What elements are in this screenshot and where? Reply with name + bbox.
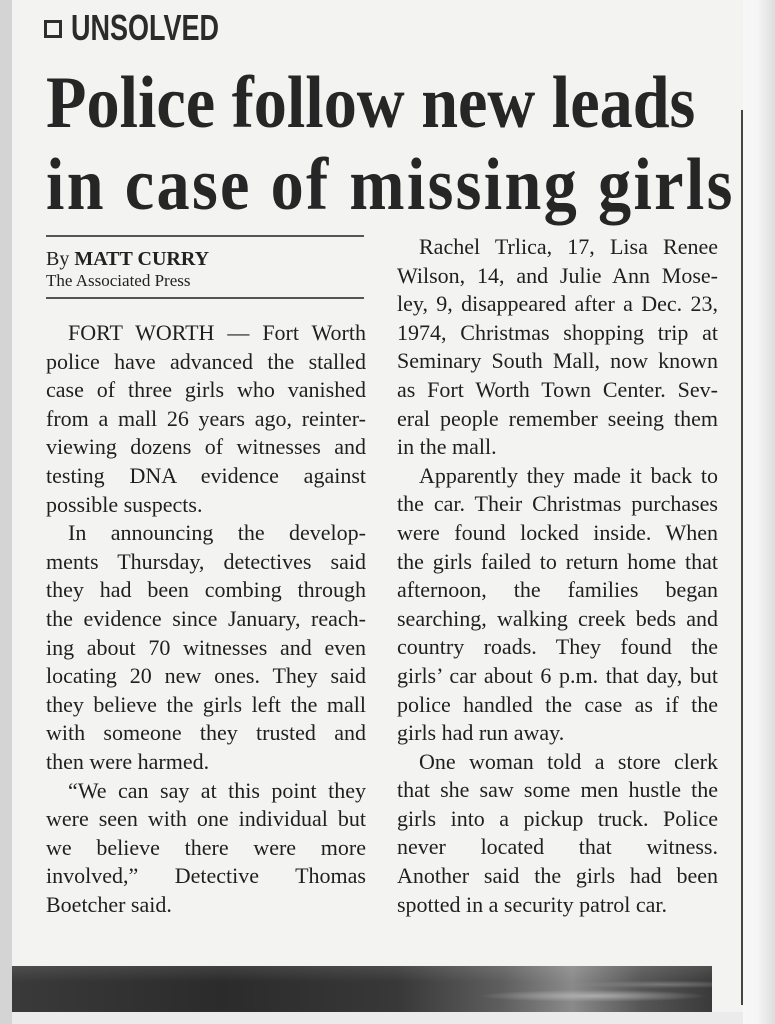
right-border-margin xyxy=(743,0,775,1024)
left-column-line: then were harmed. xyxy=(46,748,210,774)
photo-fragment xyxy=(12,966,712,1012)
bottom-border-margin xyxy=(12,1012,743,1024)
byline xyxy=(46,247,209,271)
right-column-line: Rachel Trlica, 17, Lisa Renee xyxy=(419,234,718,259)
left-column-line: we believe there were more xyxy=(46,834,366,860)
right-column-line: girls into a pickup truck. Police xyxy=(397,805,718,831)
right-column-line: in the mall. xyxy=(397,434,497,460)
square-bullet-icon xyxy=(44,20,62,38)
article-right-column xyxy=(397,233,718,919)
headline xyxy=(46,62,735,226)
left-column-line: ing about 70 witnesses and even xyxy=(46,634,366,660)
right-column-line: searching, walking creek beds and xyxy=(397,605,718,631)
right-column-line: Seminary South Mall, now known xyxy=(397,348,718,374)
article-paragraph xyxy=(397,233,718,462)
right-column-line: One woman told a store clerk xyxy=(419,748,718,774)
article-paragraph xyxy=(397,462,718,748)
right-column-line: never located that witness. xyxy=(397,834,718,860)
right-column-line: country roads. They found the xyxy=(397,634,718,660)
left-border-strip xyxy=(0,0,12,1024)
right-column-line: ley, 9, disappeared after a Dec. 23, xyxy=(397,291,718,317)
headline-line: in case of missing girls xyxy=(46,144,735,226)
left-column-line: with someone they trusted and xyxy=(46,720,366,746)
left-column-line: police have advanced the stalled xyxy=(46,348,366,374)
left-column-line: involved,” Detective Thomas xyxy=(46,863,366,889)
byline-rule-bottom xyxy=(46,297,364,299)
right-column-line: Apparently they made it back to xyxy=(419,462,718,488)
left-column-line: the evidence since January, reach- xyxy=(46,605,366,631)
left-column-line: ments Thursday, detectives said xyxy=(46,548,366,574)
right-column-line: girls had run away. xyxy=(397,720,565,746)
article-paragraph xyxy=(46,519,366,776)
left-column-line: they believe the girls left the mall xyxy=(46,691,366,717)
article-left-column xyxy=(46,319,366,919)
clipping-edge-line xyxy=(741,110,743,1005)
article-paragraph xyxy=(46,319,366,519)
left-column-line: possible suspects. xyxy=(46,491,203,517)
left-column-line: from a mall 26 years ago, reinter- xyxy=(46,405,366,431)
left-column-line: FORT WORTH — Fort Worth xyxy=(68,320,366,345)
byline-author: MATT CURRY xyxy=(74,248,210,270)
right-column-line: 1974, Christmas shopping trip at xyxy=(397,319,718,345)
right-column-line: that she saw some men hustle the xyxy=(397,777,718,803)
right-column-line: were found locked inside. When xyxy=(397,519,718,545)
right-column-line: afternoon, the families began xyxy=(397,577,718,603)
right-column-line: as Fort Worth Town Center. Sev- xyxy=(397,376,718,402)
right-column-line: Wilson, 14, and Julie Ann Mose- xyxy=(397,262,718,288)
left-column-line: “We can say at this point they xyxy=(68,777,366,803)
right-column-line: police handled the case as if the xyxy=(397,691,718,717)
section-label: UNSOLVED xyxy=(71,7,220,48)
article-paragraph xyxy=(46,777,366,920)
left-column-line: locating 20 new ones. They said xyxy=(46,663,366,689)
byline-prefix: By xyxy=(46,248,70,270)
right-column-line: the car. Their Christmas purchases xyxy=(397,491,718,517)
left-column-line: In announcing the develop- xyxy=(68,520,366,546)
left-column-line: testing DNA evidence against xyxy=(46,462,366,488)
byline-agency: The Associated Press xyxy=(46,271,191,290)
left-column-line: were seen with one individual but xyxy=(46,806,366,832)
left-column-line: Boetcher said. xyxy=(46,891,172,917)
right-column-line: the girls failed to return home that xyxy=(397,548,718,574)
right-column-line: eral people remember seeing them xyxy=(397,405,718,431)
left-column-line: viewing dozens of witnesses and xyxy=(46,434,366,460)
headline-line: Police follow new leads xyxy=(46,62,696,144)
left-column-line: case of three girls who vanished xyxy=(46,377,366,403)
left-column-line: they had been combing through xyxy=(46,577,366,603)
right-column-line: girls’ car about 6 p.m. that day, but xyxy=(397,662,718,688)
byline-rule-top xyxy=(46,235,364,237)
article-paragraph xyxy=(397,748,718,920)
right-column-line: spotted in a security patrol car. xyxy=(397,891,668,917)
right-column-line: Another said the girls had been xyxy=(397,863,718,889)
